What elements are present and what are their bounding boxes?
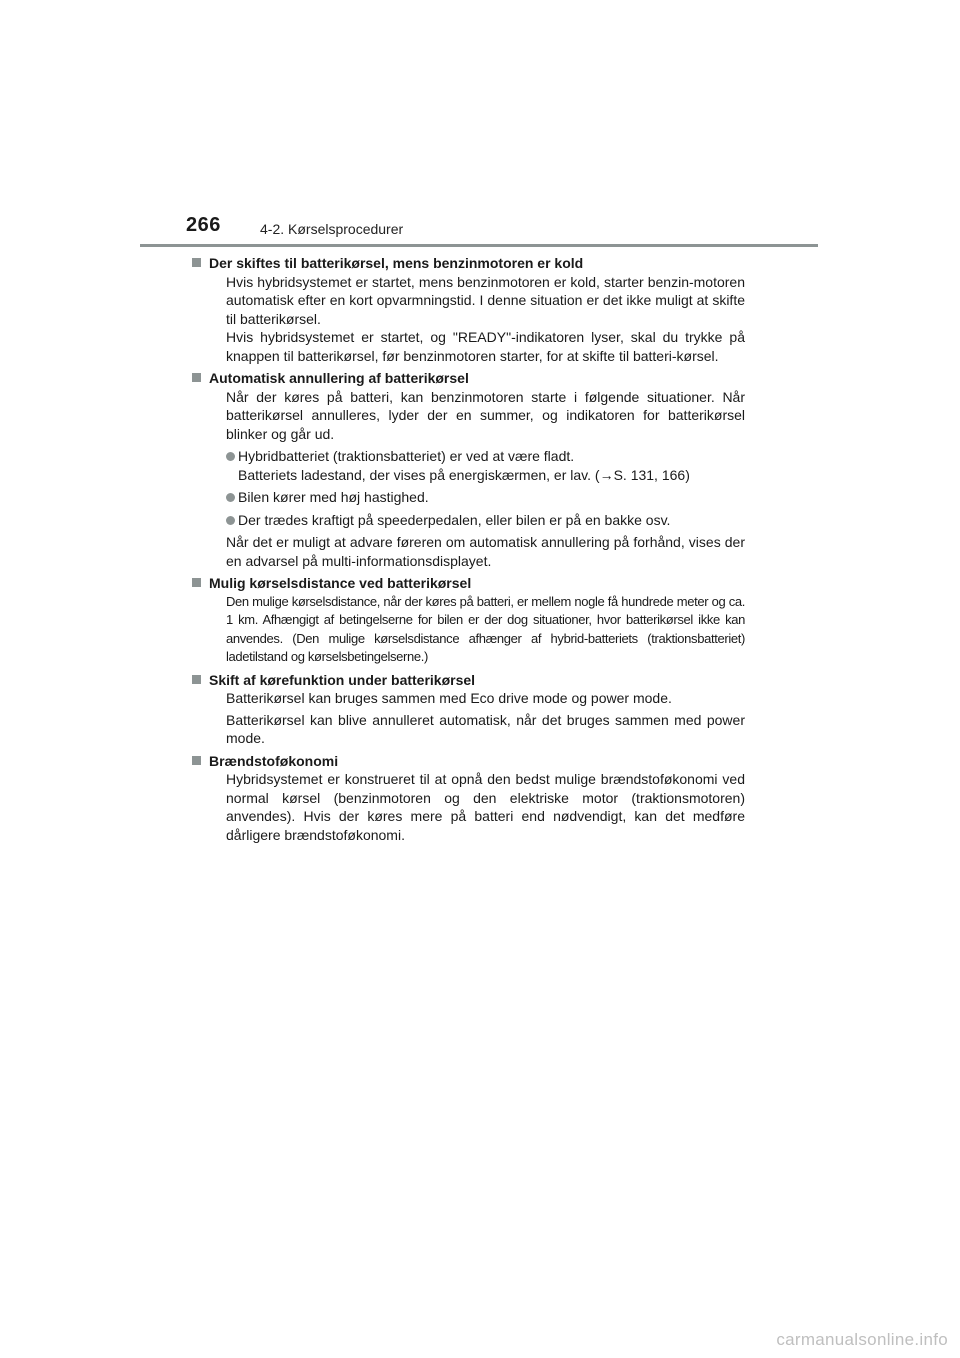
paragraph: Batterikørsel kan bruges sammen med Eco drive mode og power mode. <box>226 690 672 706</box>
paragraph: Den mulige kørselsdistance, når der køres på batteri, er mellem nogle få hundrede meter og ca. 1 km. Afhængigt af betingelserne for bilen er der dog situationer, hvor batterikørsel ikke kan anvendes. (Den mulige kørselsdistance afhænger af hybrid-batteriets (traktionsbatteriet) ladetilstand og kørselsbetingelserne.) <box>226 593 745 664</box>
section-heading: Skift af kørefunktion under batterikørsel <box>209 671 745 690</box>
square-bullet-icon <box>192 373 201 382</box>
section-auto-cancel <box>209 369 745 570</box>
watermark: carmanualsonline.info <box>776 1330 948 1349</box>
paragraph: Batterikørsel kan blive annulleret automatisk, når det bruges sammen med power mode. <box>226 711 745 746</box>
round-bullet-icon <box>226 493 235 502</box>
section-heading: Mulig kørselsdistance ved batterikørsel <box>209 574 745 593</box>
section-heading: Automatisk annullering af batterikørsel <box>209 369 745 388</box>
page-header <box>186 214 818 244</box>
paragraph: Når det er muligt at advare føreren om automatisk annullering på forhånd, vises der en advarsel på multi-informationsdisplayet. <box>226 534 745 569</box>
square-bullet-icon <box>192 258 201 267</box>
round-bullet-icon <box>226 452 235 461</box>
section-title: 4-2. Kørselsprocedurer <box>260 221 404 237</box>
section-fuel-economy <box>209 752 745 845</box>
paragraph: Når der køres på batteri, kan benzinmotoren starte i følgende situationer. Når batterikørsel annulleres, lyder der en summer, og indikatoren for batterikørsel blinker og går ud. <box>226 388 745 442</box>
list-item: Hybridbatteriet (traktionsbatteriet) er ved at være fladt. Batteriets ladestand, der vises på energiskærmen, er lav. (→S. 131, 166) <box>226 447 745 484</box>
paragraph: Hvis hybridsystemet er startet, mens benzinmotoren er kold, starter benzin-motoren automatisk efter en kort opvarmningstid. I denne situation er det ikke muligt at skifte til batterikørsel. <box>226 273 745 327</box>
section-heading: Brændstoføkonomi <box>209 752 745 771</box>
square-bullet-icon <box>192 578 201 587</box>
page-content <box>209 254 745 848</box>
section-drive-mode <box>209 671 745 748</box>
square-bullet-icon <box>192 675 201 684</box>
list-item: Der trædes kraftigt på speederpedalen, eller bilen er på en bakke osv. <box>226 511 745 530</box>
section-cold-engine <box>209 254 745 365</box>
section-range <box>209 574 745 667</box>
section-heading: Der skiftes til batterikørsel, mens benzinmotoren er kold <box>209 254 745 273</box>
list-item: Bilen kører med høj hastighed. <box>226 488 745 507</box>
page-number: 266 <box>186 214 221 236</box>
paragraph: Hvis hybridsystemet er startet, og "READY"-indikatoren lyser, skal du trykke på knappen til batterikørsel, før benzinmotoren starter, for at skifte til batteri-kørsel. <box>226 329 745 364</box>
square-bullet-icon <box>192 756 201 765</box>
header-rule <box>140 244 818 247</box>
arrow-icon: → <box>599 466 614 483</box>
paragraph: Hybridsystemet er konstrueret til at opnå den bedst mulige brændstoføkonomi ved normal kørsel (benzinmotoren og den elektriske motor (traktionsmotoren) anvendes). Hvis der køres mere på batteri end nødvendigt, kan det medføre dårligere brændstoføkonomi. <box>226 771 745 843</box>
round-bullet-icon <box>226 516 235 525</box>
